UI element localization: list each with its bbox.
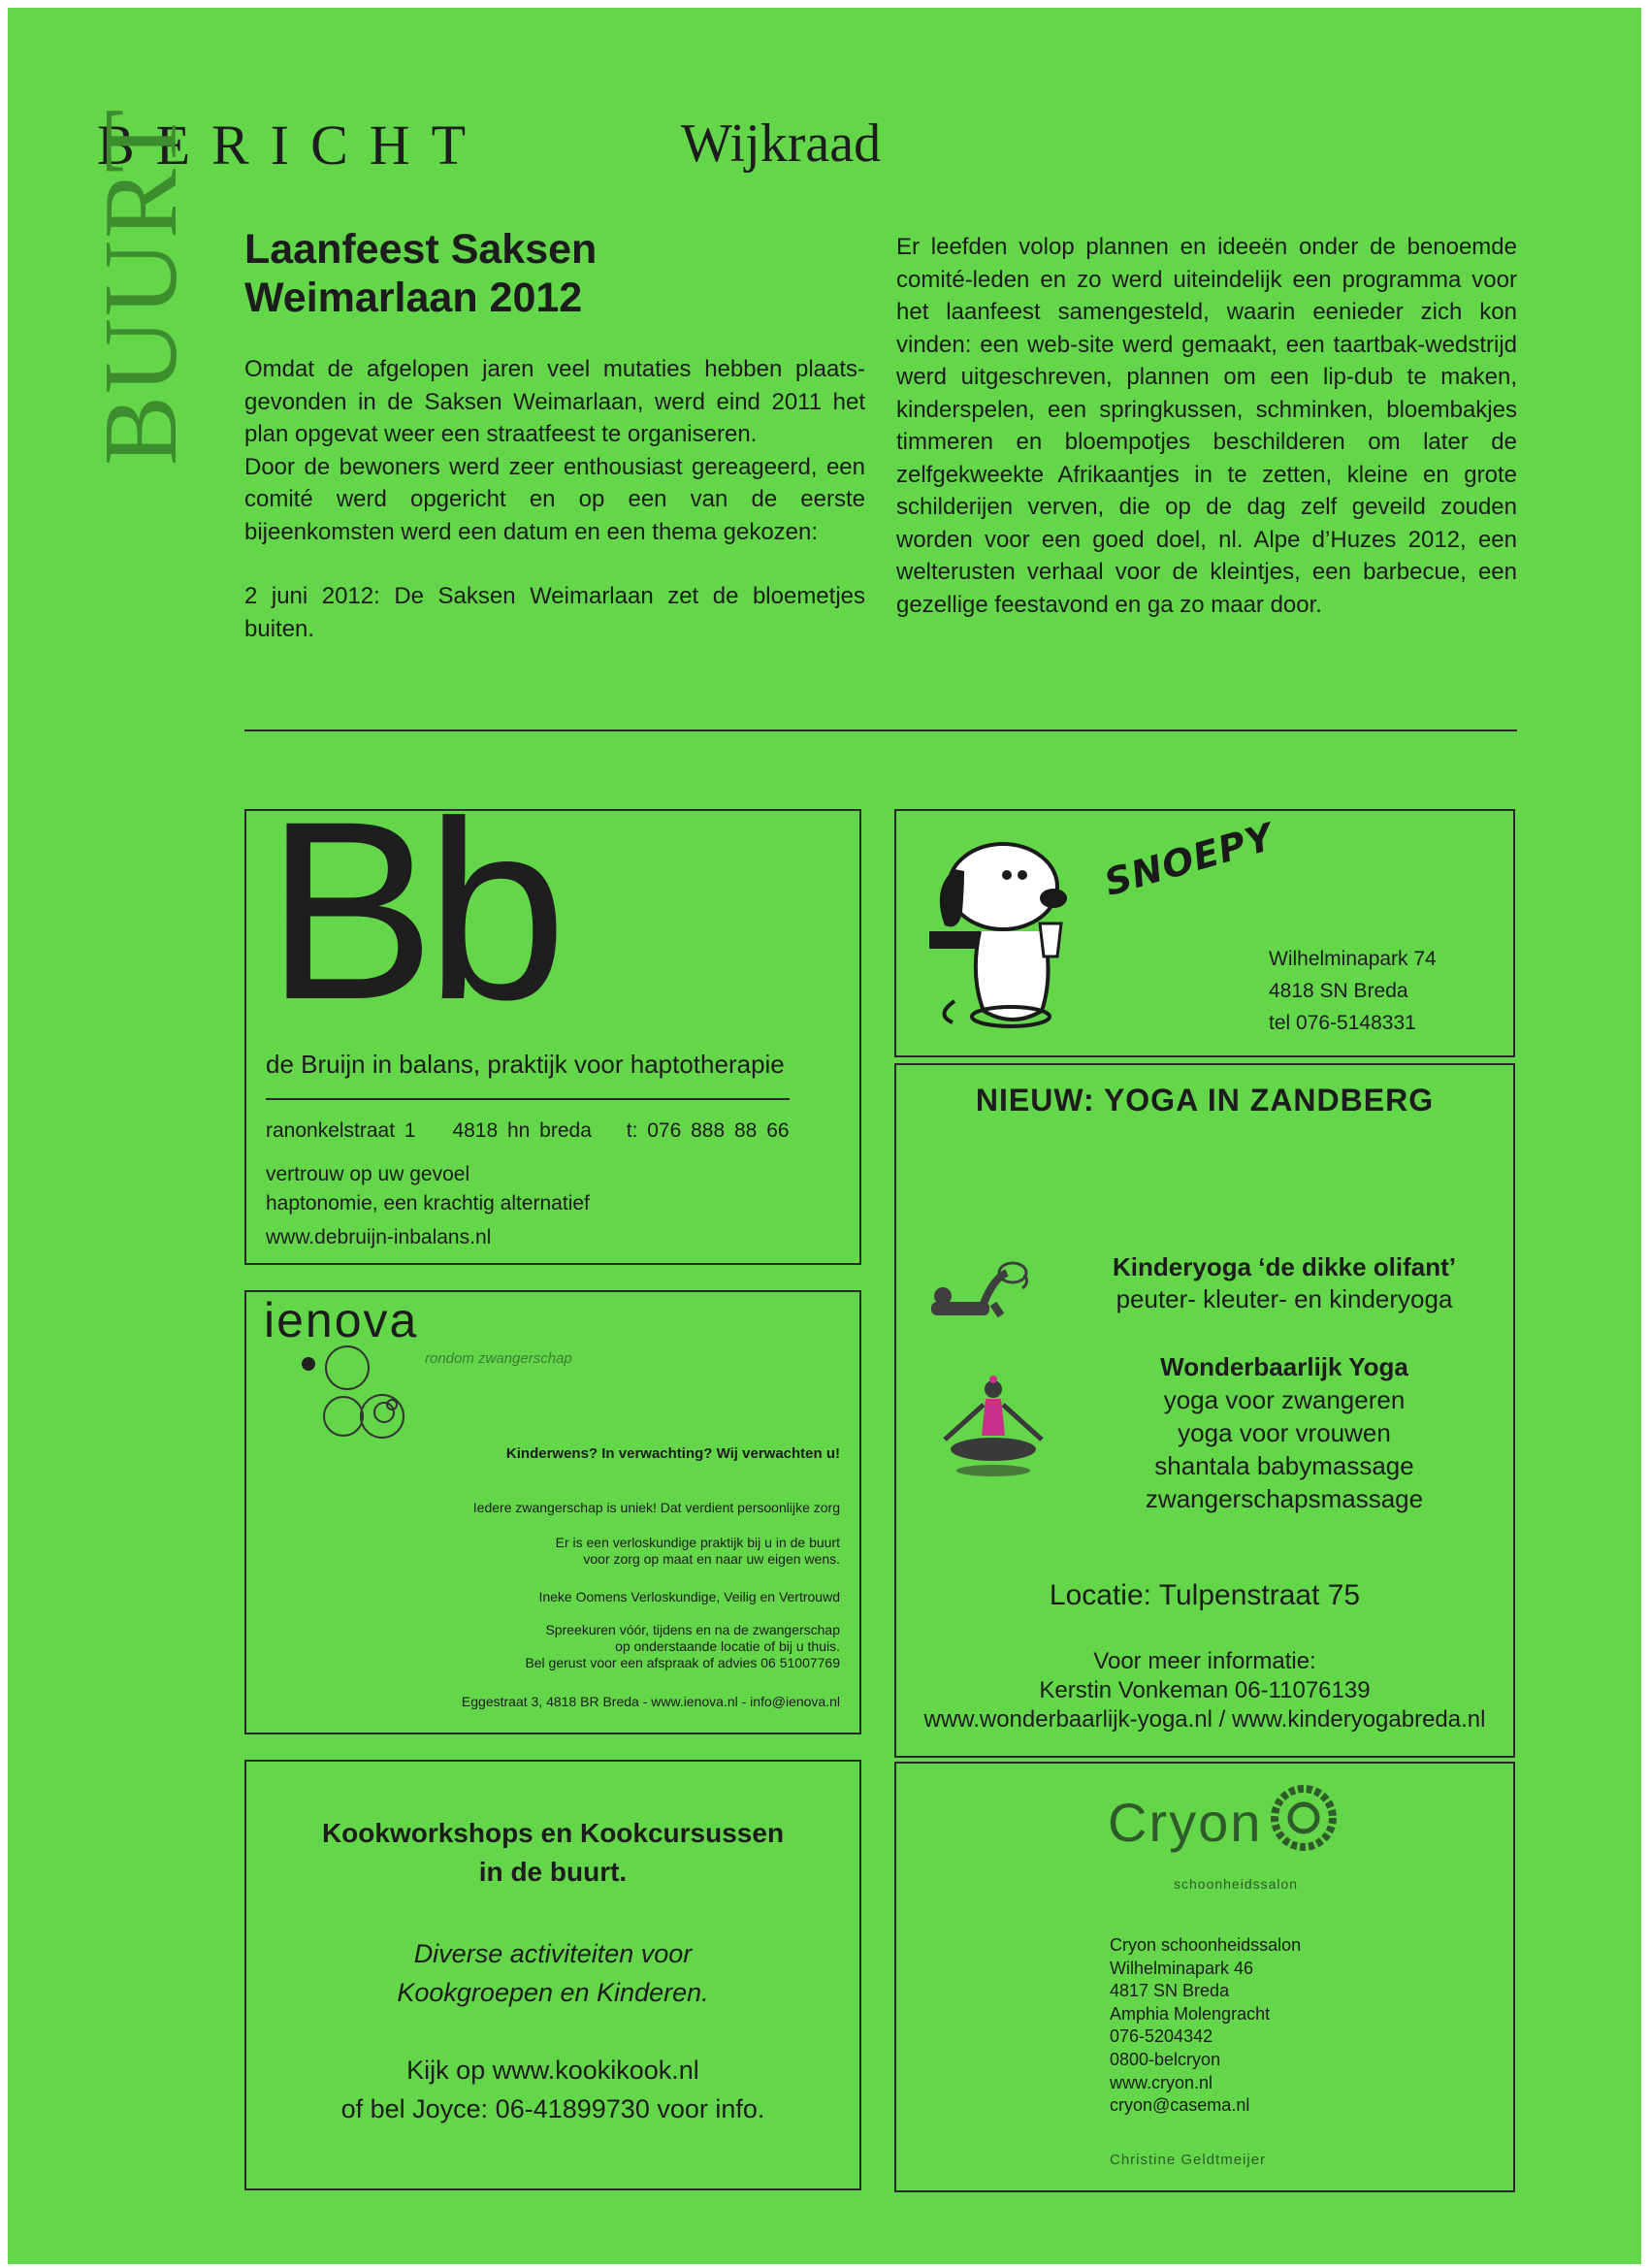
snoepy-street: Wilhelminapark 74 <box>1269 948 1437 970</box>
snoepy-logo: SNOEPY <box>1099 815 1278 904</box>
kinderyoga-title: Kinderyoga ‘de dikke olifant’ <box>1113 1252 1456 1281</box>
snoepy-city: 4818 SN Breda <box>1269 980 1408 1002</box>
ad-ienova <box>244 1290 861 1734</box>
wonderbaarlijk-line: yoga voor zwangeren <box>1163 1385 1406 1414</box>
yoga-info-label: Voor meer informatie: <box>1093 1648 1316 1674</box>
kook-contact <box>246 2051 859 2128</box>
masthead-wijkraad: Wijkraad <box>681 113 882 174</box>
kinderyoga-block <box>1081 1251 1488 1315</box>
article-paragraph-2: Door de bewoners werd zeer enthousiast gereageerd, een comité werd opgericht en op een van de eerste bijeenkomsten werd een datum en een thema gekozen: <box>244 453 865 545</box>
ienova-line-4c: Bel gerust voor een afspraak of advies 06 51007769 <box>525 1655 840 1670</box>
cryon-line: Amphia Molengracht <box>1110 2003 1271 2024</box>
cryon-sun-icon <box>1269 1783 1339 1853</box>
wonderbaarlijk-block <box>1081 1350 1488 1515</box>
bb-website: www.debruijn-inbalans.nl <box>266 1226 492 1248</box>
kook-website: Kijk op www.kookikook.nl <box>406 2056 699 2085</box>
bb-street: ranonkelstraat 1 <box>266 1119 416 1142</box>
cryon-line: cryon@casema.nl <box>1110 2095 1250 2116</box>
bb-phone: t: 076 888 88 66 <box>626 1119 790 1142</box>
green-flyer-sheet <box>8 8 1641 2264</box>
article-paragraph-3: 2 juni 2012: De Saksen Weimarlaan zet de bloemetjes buiten. <box>244 583 865 642</box>
cryon-logo: Cryon <box>1108 1792 1263 1853</box>
section-divider <box>244 729 1517 731</box>
article-title-line1: Laanfeest Saksen <box>244 226 598 273</box>
bb-divider <box>266 1098 790 1100</box>
kook-title-1: Kookworkshops en Kookcursussen <box>321 1818 785 1848</box>
ienova-line-4a: Spreekuren vóór, tijdens en na de zwangerschap <box>545 1622 840 1637</box>
kook-phone: of bel Joyce: 06-41899730 voor info. <box>340 2094 765 2123</box>
ad-bruijn-in-balans <box>244 768 861 1265</box>
bb-subtitle: de Bruijn in balans, praktijk voor haptotherapie <box>266 1050 785 1079</box>
cryon-line: www.cryon.nl <box>1110 2072 1213 2092</box>
ad-snoepy <box>894 809 1515 1057</box>
kook-subtitle-2: Kookgroepen en Kinderen. <box>397 1978 709 2007</box>
cryon-line: Wilhelminapark 46 <box>1110 1958 1254 1978</box>
ad-yoga-zandberg <box>894 1063 1515 1758</box>
meditation-woman-icon <box>935 1376 1051 1482</box>
wonderbaarlijk-line: zwangerschapsmassage <box>1145 1484 1424 1513</box>
yoga-title: NIEUW: YOGA IN ZANDBERG <box>975 1083 1435 1118</box>
wonderbaarlijk-title: Wonderbaarlijk Yoga <box>1160 1352 1408 1381</box>
cryon-line: Cryon schoonheidssalon <box>1110 1935 1302 1955</box>
ienova-headline: Kinderwens? In verwachting? Wij verwachten u! <box>505 1445 840 1462</box>
cryon-line: 4817 SN Breda <box>1110 1981 1230 2001</box>
bb-tagline-2: haptonomie, een krachtig alternatief <box>266 1192 590 1215</box>
ienova-line-4b: op onderstaande locatie of bij u thuis. <box>615 1638 840 1654</box>
bb-address-row <box>266 1119 790 1143</box>
ienova-address: Eggestraat 3, 4818 BR Breda - www.ienova.nl - info@ienova.nl <box>461 1694 840 1709</box>
kook-title-2: in de buurt. <box>478 1857 628 1887</box>
snoepy-phone: tel 076-5148331 <box>1269 1012 1416 1034</box>
ienova-tagline: rondom zwangerschap <box>425 1350 572 1367</box>
yoga-contact: Kerstin Vonkeman 06-11076139 <box>1039 1677 1371 1703</box>
ienova-line-3: Ineke Oomens Verloskundige, Veilig en Vertrouwd <box>538 1589 840 1604</box>
bb-city: 4818 hn breda <box>452 1119 592 1142</box>
article-paragraph-1: Omdat de afgelopen jaren veel mutaties hebben plaats-gevonden in de Saksen Weimarlaan, werd eind 2011 het plan opgevat weer een straatfeest te organiseren. <box>244 356 865 447</box>
ad-cryon <box>894 1762 1515 2192</box>
ad-kookworkshops <box>244 1760 861 2190</box>
article-column-left <box>244 353 865 645</box>
snoepy-address <box>1269 943 1437 1039</box>
yoga-websites: www.wonderbaarlijk-yoga.nl / www.kinderyogabreda.nl <box>923 1706 1486 1733</box>
snoopy-dog-icon <box>925 830 1090 1034</box>
ienova-line-2a: Er is een verloskundige praktijk bij u in de buurt <box>555 1535 840 1550</box>
masthead-bericht: BERICHT <box>97 113 488 177</box>
kook-title <box>246 1814 859 1892</box>
bb-logo: Bb <box>266 768 558 1053</box>
cryon-line: 076-5204342 <box>1110 2026 1213 2047</box>
kook-subtitle <box>246 1934 859 2012</box>
kook-subtitle-1: Diverse activiteiten voor <box>413 1939 693 1968</box>
ienova-line-2b: voor zorg op maat en naar uw eigen wens. <box>583 1551 840 1567</box>
masthead-vertical-buurt: BUURT <box>83 107 199 466</box>
bb-tagline <box>266 1160 590 1218</box>
cryon-logo-sub: schoonheidssalon <box>1174 1876 1299 1892</box>
cryon-signature: Christine Geldtmeijer <box>1110 2152 1267 2168</box>
bb-tagline-1: vertrouw op uw gevoel <box>266 1163 470 1185</box>
ienova-line-2 <box>556 1535 840 1568</box>
article-column-right <box>896 231 1517 621</box>
cryon-line: 0800-belcryon <box>1110 2049 1221 2069</box>
child-yoga-pose-icon <box>925 1259 1032 1327</box>
ienova-logo: ienova <box>264 1293 419 1347</box>
article-title-line2: Weimarlaan 2012 <box>244 275 583 321</box>
cryon-address <box>1110 1934 1301 2118</box>
article-paragraph-4: Er leefden volop plannen en ideeën onder de benoemde comité-leden en zo werd uiteindelijk een programma voor het laanfeest samengesteld, waarin eenieder zich kon vinden: een web-site werd gemaakt, een taartbak-wedstrijd werd uitgeschreven, plannen om een lip-dub te maken, kinderspelen, een springkussen, schminken, bloembakjes timmeren en bloempotjes beschilderen om later de zelfgekweekte Afrikaantjes in te zetten, kleine en grote schilderijen verven, die op de dag zelf geveild zouden worden voor een goed doel, nl. Alpe d’Huzes 2012, een welterusten verhaal voor de kleintjes, een barbecue, een gezellige feestavond en ga zo maar door. <box>896 234 1517 618</box>
article-title <box>244 225 652 322</box>
yoga-location: Locatie: Tulpenstraat 75 <box>1049 1579 1361 1611</box>
ienova-line-1: Iedere zwangerschap is uniek! Dat verdient persoonlijke zorg <box>472 1500 840 1515</box>
kinderyoga-subtitle: peuter- kleuter- en kinderyoga <box>1116 1284 1453 1313</box>
wonderbaarlijk-line: shantala babymassage <box>1154 1451 1414 1480</box>
ienova-line-4 <box>525 1622 840 1671</box>
yoga-info <box>896 1647 1513 1734</box>
wonderbaarlijk-line: yoga voor vrouwen <box>1178 1418 1391 1447</box>
